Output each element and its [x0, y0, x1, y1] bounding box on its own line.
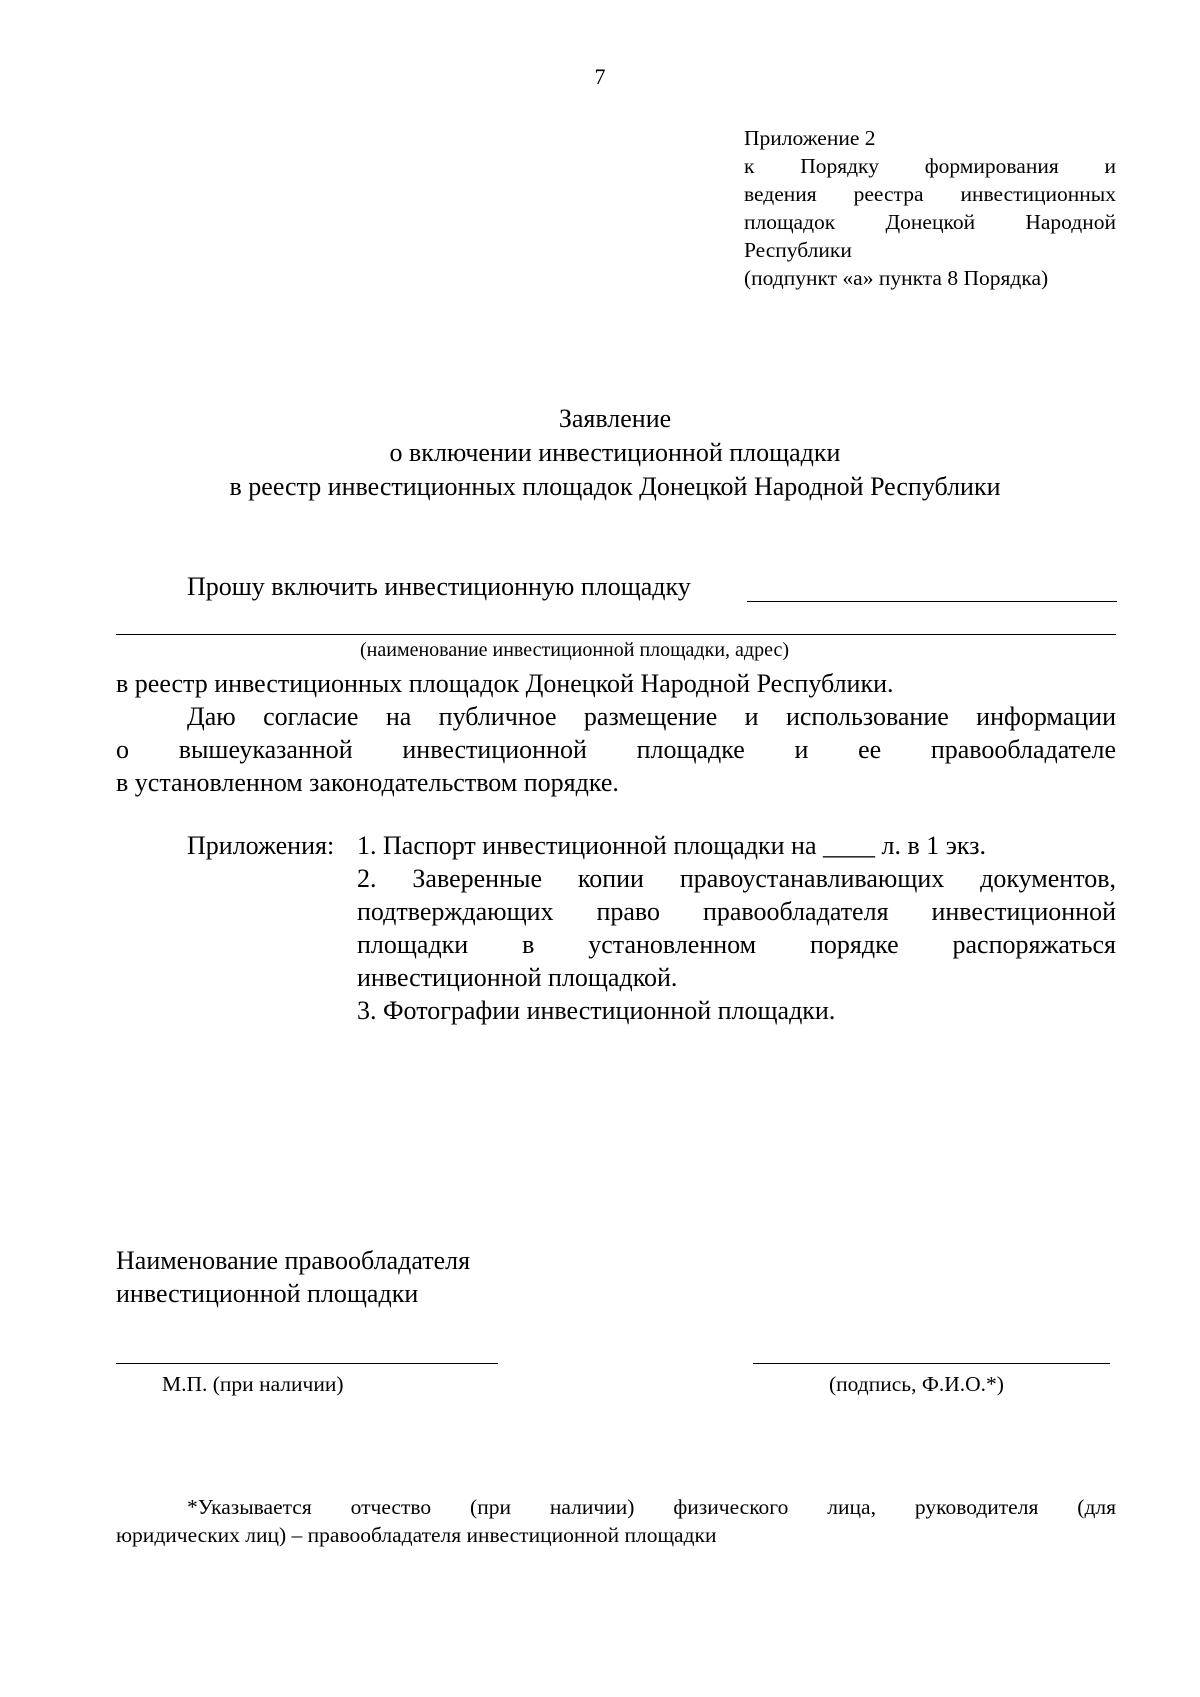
appendix-line-1: Приложение 2: [744, 126, 876, 150]
attachment-item-3: 3. Фотографии инвестиционной площадки.: [357, 996, 836, 1025]
attachment-item-1-text: 1. Паспорт инвестиционной площадки на: [357, 831, 817, 860]
appendix-line-6: (подпункт «а» пункта 8 Порядка): [744, 266, 1049, 290]
appendix-line-4: площадок Донецкой Народной: [744, 210, 1116, 234]
facility-name-caption: (наименование инвестиционной площадки, адрес): [360, 639, 789, 661]
footnote-line-2: юридических лиц) – правообладателя инвестиционной площадки: [116, 1523, 717, 1547]
request-continuation-block: [116, 667, 1116, 799]
facility-name-field-line-1[interactable]: [747, 601, 1117, 602]
consent-line-3: в установленном законодательством порядке.: [116, 768, 619, 797]
request-continuation: в реестр инвестиционных площадок Донецкой Народной Республики.: [116, 669, 894, 698]
consent-line-2: о вышеуказанной инвестиционной площадке и ее правообладателе: [116, 735, 1116, 764]
attachment-item-2-line-4: инвестиционной площадкой.: [357, 963, 678, 992]
signature-field-line[interactable]: [753, 1363, 1110, 1364]
consent-line-1: Даю согласие на публичное размещение и использование информации: [187, 702, 1116, 731]
footnote-line-1: *Указывается отчество (при наличии) физического лица, руководителя (для: [187, 1495, 1116, 1519]
request-text: Прошу включить инвестиционную площадку: [187, 572, 691, 601]
appendix-header: [744, 124, 1116, 292]
page-number: 7: [594, 64, 606, 89]
signature-caption: (подпись, Ф.И.О.*): [829, 1372, 1004, 1396]
holder-label-line-1: Наименование правообладателя: [116, 1246, 471, 1275]
title-line-1: Заявление: [558, 404, 672, 433]
appendix-line-3: ведения реестра инвестиционных: [744, 182, 1116, 206]
holder-label-line-2: инвестиционной площадки: [116, 1279, 419, 1308]
appendix-line-2: к Порядку формирования и: [744, 154, 1116, 178]
title-line-2: о включении инвестиционной площадки: [389, 438, 841, 467]
attachments-list: [357, 829, 1116, 1027]
seal-field-line[interactable]: [116, 1363, 498, 1364]
document-title: [0, 402, 1200, 504]
attachment-item-2-line-1: 2. Заверенные копии правоустанавливающих документов,: [357, 864, 1116, 893]
attachment-item-1: [357, 829, 1116, 862]
title-line-3: в реестр инвестиционных площадок Донецкой Народной Республики: [229, 472, 1001, 501]
facility-name-field-line-2[interactable]: [116, 634, 1116, 635]
seal-caption: М.П. (при наличии): [162, 1372, 344, 1396]
attachments-label: Приложения:: [187, 831, 335, 860]
pages-count-field[interactable]: ____: [823, 831, 875, 860]
attachment-item-2-line-2: подтверждающих право правообладателя инвестиционной: [357, 897, 1116, 926]
attachment-item-2-line-3: площадки в установленном порядке распоряжаться: [357, 930, 1116, 959]
appendix-line-5: Республики: [744, 238, 852, 262]
footnote: [116, 1493, 1116, 1549]
attachment-item-1-suffix: л. в 1 экз.: [881, 831, 986, 860]
